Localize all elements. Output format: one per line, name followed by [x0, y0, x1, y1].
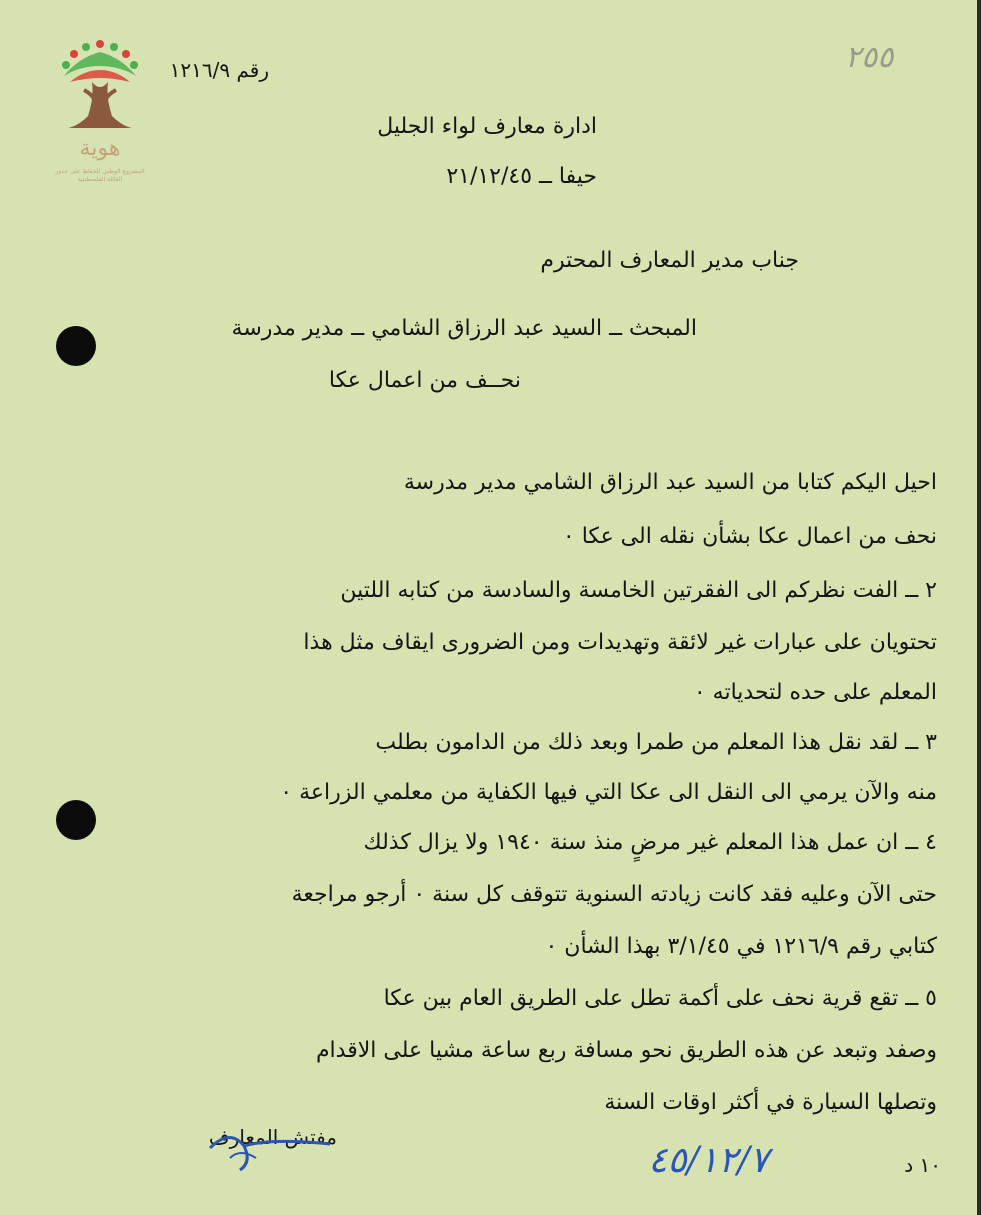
body-line: ٤ ــ ان عمل هذا المعلم غير مرضٍ منذ سنة ١٩٤٠ ولا يزال كذلك: [363, 830, 937, 855]
body-line: وتصلها السيارة في أكثر اوقات السنة: [604, 1090, 937, 1115]
logo-subtitle: المشروع الوطني للحفاظ على جذور العائلة الفلسطينية: [55, 168, 145, 183]
addressee: جناب مدير المعارف المحترم: [540, 248, 799, 273]
archive-corner-mark: ٢٥٥: [845, 40, 894, 75]
body-line: ٢ ــ الفت نظركم الى الفقرتين الخامسة والسادسة من كتابه اللتين: [340, 578, 937, 603]
logo-title: هوية: [79, 136, 121, 161]
reference-number: رقم ١٢١٦/٩: [169, 58, 269, 82]
footer-mark: ١٠ د: [904, 1153, 941, 1177]
punch-hole-bottom: [56, 800, 96, 840]
family-tree-icon: [48, 36, 152, 136]
subject-line-2: نحــف من اعمال عكا: [328, 368, 521, 393]
body-line: المعلم على حده لتحدياته ٠: [693, 680, 937, 705]
department-name: ادارة معارف لواء الجليل: [377, 114, 597, 139]
body-line: ٥ ــ تقع قرية نحف على أكمة تطل على الطريق العام بين عكا: [383, 986, 937, 1011]
body-line: كتابي رقم ١٢١٦/٩ في ٣/١/٤٥ بهذا الشأن ٠: [545, 934, 937, 959]
punch-hole-top: [56, 326, 96, 366]
handwritten-date: ٤٥/١٢/٧: [648, 1140, 769, 1181]
body-line: تحتويان على عبارات غير لائقة وتهديدات ومن الضرورى ايقاف مثل هذا: [303, 630, 937, 655]
body-line: وصفد وتبعد عن هذه الطريق نحو مسافة ربع ساعة مشيا على الاقدام: [315, 1038, 937, 1063]
body-line: احيل اليكم كتابا من السيد عبد الرزاق الشامي مدير مدرسة: [403, 470, 937, 495]
place-date: حيفا ــ ٢١/١٢/٤٥: [446, 164, 597, 189]
body-line: منه والآن يرمي الى النقل الى عكا التي فيها الكفاية من معلمي الزراعة ٠: [280, 780, 937, 805]
body-line: نحف من اعمال عكا بشأن نقله الى عكا ٠: [562, 524, 937, 549]
signature-title: مفتش المعارف: [208, 1125, 337, 1149]
hawiya-logo: [48, 36, 152, 196]
signature-scribble: [200, 1118, 340, 1178]
subject-line-1: المبحث ــ السيد عبد الرزاق الشامي ــ مدير مدرسة: [231, 316, 697, 341]
body-line: حتى الآن وعليه فقد كانت زيادته السنوية تتوقف كل سنة ٠ أرجو مراجعة: [291, 882, 937, 907]
body-line: ٣ ــ لقد نقل هذا المعلم من طمرا وبعد ذلك من الدامون بطلب: [375, 730, 937, 755]
